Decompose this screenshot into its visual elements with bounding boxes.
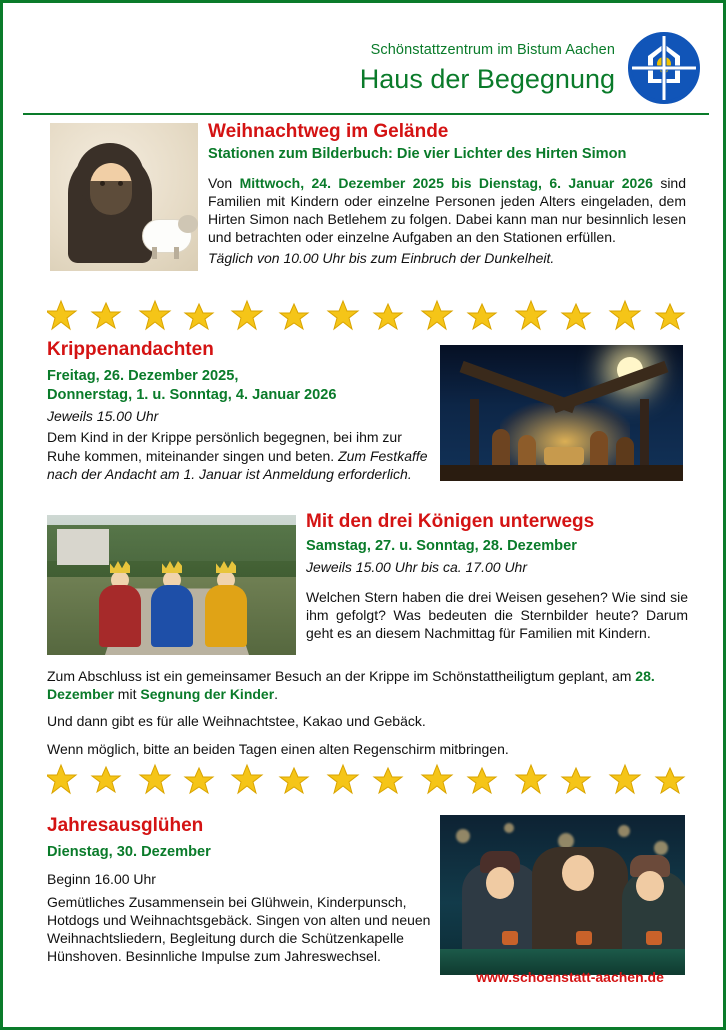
- jahresausgluehen-date: Dienstag, 30. Dezember: [47, 843, 211, 860]
- star-divider-1: [47, 299, 687, 333]
- krippenandachten-date-1: Freitag, 26. Dezember 2025,: [47, 367, 239, 384]
- krippenandachten-date-2: Donnerstag, 1. u. Sonntag, 4. Januar 2026: [47, 386, 337, 403]
- section-krippenandachten: [3, 339, 726, 509]
- abschluss-p1-b: mit: [113, 686, 141, 703]
- hirte-simon-image: [50, 123, 198, 271]
- section-jahresausgluehen: [3, 815, 726, 1015]
- page-header: [23, 17, 709, 103]
- krippenandachten-text-group: [47, 339, 432, 483]
- drei-koenige-time: Jeweils 15.00 Uhr bis ca. 17.00 Uhr: [306, 558, 527, 575]
- drei-koenige-dates: Samstag, 27. u. Sonntag, 28. Dezember: [306, 537, 577, 554]
- krippenandachten-title: Krippenandachten: [47, 339, 214, 360]
- gluehwein-image: [440, 815, 685, 975]
- header-text-group: [360, 43, 615, 93]
- website-link[interactable]: www.schoenstatt-aachen.de: [476, 969, 664, 985]
- abschluss-paragraph-1: [47, 667, 687, 703]
- drei-koenige-body: Welchen Stern haben die drei Weisen gesehen? Wie sind sie ihm gefolgt? Was bedeuten die Sternbilder heute? Darum geht es an diesem Nachmittag für Familien mit Kindern.: [306, 588, 688, 642]
- jahresausgluehen-text-group: [47, 815, 437, 965]
- weihnachtweg-dates: Mittwoch, 24. Dezember 2025 bis Dienstag, 6. Januar 2026: [239, 174, 653, 191]
- section-weihnachtweg: [3, 121, 726, 301]
- abschluss-paragraph-2: Und dann gibt es für alle Weihnachtstee, Kakao und Gebäck.: [47, 713, 426, 730]
- schoenstatt-logo-icon: [627, 31, 701, 105]
- krippenandachten-body-note: Zum Festkaffe nach der Andacht am 1. Januar ist Anmeldung erforderlich.: [47, 447, 428, 482]
- abschluss-paragraph-3: Wenn möglich, bitte an beiden Tagen einen alten Regenschirm mitbringen.: [47, 740, 509, 757]
- abschluss-p1-segnung: Segnung der Kinder: [140, 686, 275, 703]
- weihnachtweg-opening-hours: Täglich von 10.00 Uhr bis zum Einbruch der Dunkelheit.: [208, 250, 555, 267]
- weihnachtweg-subtitle: Stationen zum Bilderbuch: Die vier Lichter des Hirten Simon: [208, 145, 627, 162]
- abschluss-p1-a: Zum Abschluss ist ein gemeinsamer Besuch an der Krippe im Schönstattheiligtum geplant, am: [47, 668, 636, 684]
- krippe-image: [440, 345, 683, 481]
- krippenandachten-body: [47, 428, 432, 483]
- weihnachtweg-title: Weihnachtweg im Gelände: [208, 121, 449, 142]
- drei-koenige-title: Mit den drei Königen unterwegs: [306, 511, 595, 532]
- weihnachtweg-para-rest: sind Familien mit Kindern oder einzelne Personen jeden Alters eingeladen, dem Hirten Simon nach Betlehem zu folgen. Dabei kann man nur besinnlich lesen und betrachten oder einzelne Aufgaben an den Stationen erfüllen.: [208, 174, 687, 246]
- weihnachtweg-para-lead: Von: [208, 174, 240, 191]
- abschluss-p1-c: .: [274, 686, 279, 703]
- krippenandachten-time: Jeweils 15.00 Uhr: [47, 408, 159, 425]
- drei-koenige-text-group: [306, 511, 688, 642]
- section-drei-koenige: [3, 511, 726, 661]
- header-divider: [23, 113, 709, 115]
- weihnachtweg-paragraph: [208, 174, 686, 247]
- jahresausgluehen-body: Gemütliches Zusammensein bei Glühwein, Kinderpunsch, Hotdogs und Weihnachtsgebäck. Singen von alten und neuen Weihnachtsliedern, Begleitung durch die Schützenkapelle Hünshoven. Besinnliche Impulse zum Jahreswechsel.: [47, 893, 431, 965]
- abschluss-text-group: [47, 667, 687, 767]
- krippenandachten-body-main: Dem Kind in der Krippe persönlich begegnen, bei ihm zur Ruhe kommen, miteinander singen und beten.: [47, 429, 402, 464]
- weihnachtweg-text-group: [208, 121, 686, 267]
- sternsinger-image: [47, 515, 296, 655]
- jahresausgluehen-title: Jahresausglühen: [47, 815, 204, 836]
- abschluss-p1-date: 28. Dezember: [47, 668, 655, 703]
- page-title: Haus der Begegnung: [359, 63, 615, 94]
- header-subtitle: Schönstattzentrum im Bistum Aachen: [370, 42, 615, 58]
- jahresausgluehen-start: Beginn 16.00 Uhr: [47, 870, 156, 887]
- star-divider-2: [47, 763, 687, 797]
